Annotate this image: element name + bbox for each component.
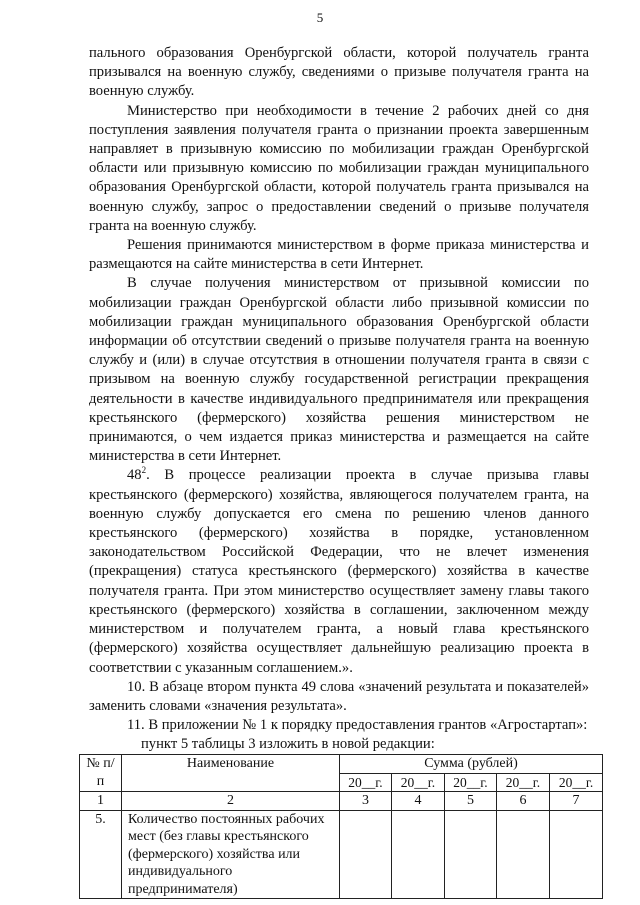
value-cell — [392, 810, 445, 899]
paragraph-decisions: Решения принимаются министерством в форме приказа министерства и размещаются на сайте министерства в сети Интернет. — [89, 237, 589, 273]
year-cell: 20__г. — [340, 773, 392, 792]
document-body — [86, 44, 594, 899]
col-number: 7 — [550, 792, 603, 811]
col-number: 5 — [445, 792, 497, 811]
year-cell: 20__г. — [550, 773, 603, 792]
paragraph-continuation: пального образования Оренбургской области, которой получатель гранта призывался на военную службу, сведениями о призыве получателя гранта на военную службу. — [89, 45, 589, 100]
table-3 — [79, 754, 603, 899]
header-name: Наименование — [122, 755, 340, 792]
table-intro: пункт 5 таблицы 3 изложить в новой редакции: — [141, 736, 435, 753]
clause-48-2 — [89, 466, 589, 677]
value-cell — [497, 810, 550, 899]
value-cell — [445, 810, 497, 899]
year-cell: 20__г. — [392, 773, 445, 792]
item-10: 10. В абзаце втором пункта 49 слова «значений результата и показателей» заменить словами «значения результата». — [89, 678, 589, 714]
value-cell — [340, 810, 392, 899]
paragraph-no-info: В случае получения министерством от призывной комиссии по мобилизации граждан Оренбургской области либо призывной комиссии по мобилизации граждан муниципального образования Оренбургской области информации об отсутствии сведений о призыве получателя гранта на военную службу и (или) в случае отсутствия в отношении получателя гранта в связи с призывом на военную службу государственной регистрации прекращения деятельности в качестве индивидуального предпринимателя или прекращения крестьянского (фермерского) хозяйства решения министерством не принимаются, о чем издается приказ министерства и размещается на сайте министерства в сети Интернет. — [89, 275, 589, 465]
row-name: Количество постоянных рабочих мест (без главы крестьянского (фермерского) хозяйства или индивидуального предпринимателя) — [122, 810, 340, 899]
row-number: 5. — [80, 810, 122, 899]
year-cell: 20__г. — [497, 773, 550, 792]
col-number: 2 — [122, 792, 340, 811]
clause-number: 48 — [127, 467, 142, 484]
col-number: 6 — [497, 792, 550, 811]
col-number: 3 — [340, 792, 392, 811]
item-11: 11. В приложении № 1 к порядку предоставления грантов «Агростартап»: — [127, 717, 588, 734]
page-number: 5 — [316, 10, 324, 25]
header-sum: Сумма (рублей) — [340, 755, 603, 774]
value-cell — [550, 810, 603, 899]
table-row — [80, 810, 603, 899]
clause-text: . В процессе реализации проекта в случае призыва главы крестьянского (фермерского) хозяйства, являющегося получателем гранта, на военную службу допускается его смена по решению членов данного крестьянского (фермерского) хозяйства в порядке, установленном законодательством Российской Федерации, что не влечет изменения (прекращения) статуса крестьянского (фермерского) хозяйства в качестве получателя гранта. При этом министерство осуществляет замену главы такого крестьянского (фермерского) хозяйства в соглашении, заключенном между министерством и получателем гранта, а новый глава крестьянского (фермерского) хозяйства осуществляет дальнейшую реализацию проекта в соответствии с указанным соглашением.». — [89, 467, 589, 676]
clause-superscript: 2 — [141, 465, 147, 476]
col-number: 1 — [80, 792, 122, 811]
paragraph-ministry-request: Министерство при необходимости в течение 2 рабочих дней со дня поступления заявления получателя гранта о признании проекта завершенным направляет в призывную комиссию по мобилизации граждан Оренбургской области или призывную комиссию по мобилизации граждан муниципального образования Оренбургской области, которой получатель гранта призывался на военную службу, запрос о предоставлении сведений о призыве получателя гранта на военную службу. — [89, 102, 589, 234]
header-num: № п/п — [80, 755, 122, 792]
col-number: 4 — [392, 792, 445, 811]
year-cell: 20__г. — [445, 773, 497, 792]
